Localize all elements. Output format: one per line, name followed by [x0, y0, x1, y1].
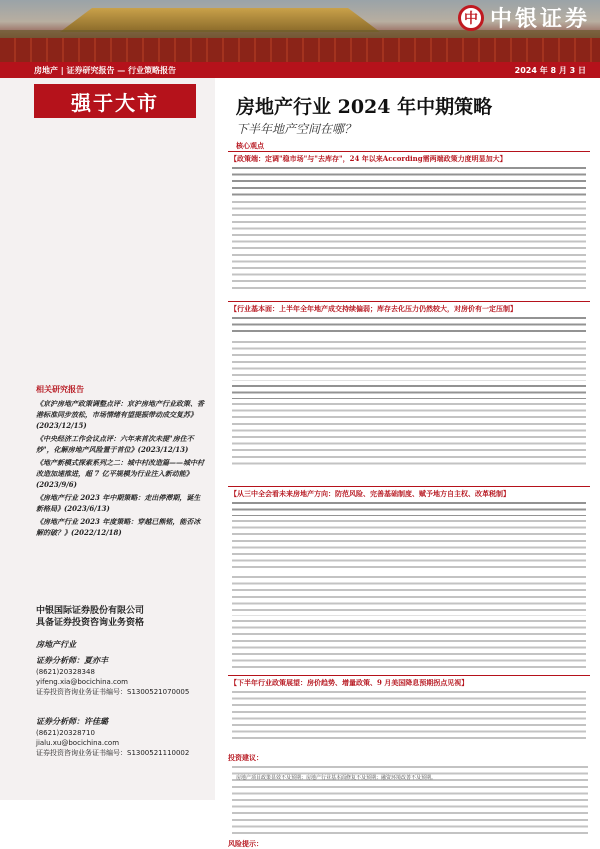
related-item[interactable]: 《京沪房地产政策调整点评：京沪房地产行业政策、香港标准同步放松，市场情绪有望提振带动成交复苏》(2023/12/15) [36, 399, 204, 430]
paragraph-lines [232, 576, 586, 616]
brand-name: 中银证券 [489, 7, 590, 32]
related-item[interactable]: 《房地产行业 2023 年中期策略：走出停滞期，诞生新格局》(2023/6/13) [36, 493, 201, 513]
analyst-card [36, 655, 206, 697]
investment-advice-label: 投资建议： [228, 754, 263, 762]
paragraph-lines [232, 691, 586, 743]
report-info-strip [0, 62, 600, 78]
analyst-name: 证券分析师：许佳璐 [36, 716, 108, 726]
broker-qualification: 具备证券投资咨询业务资格 [36, 618, 145, 628]
paragraph-lines [232, 167, 586, 197]
paragraph-lines [232, 620, 586, 668]
analyst-cert: 证券投资咨询业务证书编号：S1300521110002 [36, 749, 190, 757]
broker-info [36, 605, 206, 650]
section-heading: 【下半年行业政策展望：房价趋势、增量政策、9 月美国降息预期拐点见视】 [230, 678, 469, 687]
risk-warning-label: 风险提示： [228, 840, 263, 848]
report-category: 房地产 | 证券研究报告 — 行业策略报告 [34, 65, 177, 75]
related-research [36, 384, 204, 540]
section-heading: 【行业基本面：上半年全年地产成交持续偏弱；库存去化压力仍然较大，对房价有一定压制】 [230, 304, 517, 313]
risk-warning-text: 房地产项目政策显效不及预期；房地产行业基本面修复不及预期；融资环境改善不及预期。 [236, 775, 437, 781]
section-body [228, 165, 590, 293]
paragraph-lines [232, 385, 586, 399]
section-heading: 【政策端：定调"稳市场"与"去库存"，24 年以来According需两端政策力度明显加大】 [230, 154, 507, 163]
main-content [222, 78, 592, 848]
policy-section [228, 151, 590, 297]
paragraph-lines [232, 317, 586, 337]
header-banner [0, 0, 600, 62]
industry-label: 房地产行业 [36, 639, 76, 649]
paragraph-lines [232, 403, 586, 469]
section-body [228, 689, 590, 745]
related-item[interactable]: 《中央经济工作会议点评：六年来首次未提"房住不炒"，化解房地产风险置于首位》(2023/12/13) [36, 434, 194, 454]
palace-wall-graphic [0, 38, 600, 62]
core-views-label: 核心观点 [236, 142, 264, 150]
section-heading: 【从三中全会看未来房地产方向：防范风险、完善基础制度、赋予地方自主权、改革税制】 [230, 489, 510, 498]
analyst-cert: 证券投资咨询业务证书编号：S1300521070005 [36, 688, 190, 696]
outlook-section [228, 675, 590, 749]
paragraph-lines [232, 502, 586, 516]
related-item[interactable]: 《地产新模式探索系列之二：城中村改造篇——城中村改造加速推进，超 7 亿平规模为行业注入新动能》(2023/9/6) [36, 458, 204, 489]
rating-badge: 强于大市 [34, 84, 196, 118]
related-heading: 相关研究报告 [36, 385, 84, 394]
palace-roof-graphic [60, 8, 380, 32]
analyst-email[interactable]: jialu.xu@bocichina.com [36, 739, 120, 747]
analyst-name: 证券分析师：夏亦丰 [36, 655, 108, 665]
paragraph-lines [232, 341, 586, 381]
paragraph-lines [232, 201, 586, 289]
boc-logo-icon: 中 [458, 5, 484, 31]
report-title: 房地产行业 2024 年中期策略 [236, 96, 493, 118]
plenum-section [228, 486, 590, 671]
analyst-card [36, 716, 206, 758]
analyst-email[interactable]: yifeng.xia@bocichina.com [36, 678, 128, 686]
section-body [228, 315, 590, 467]
broker-name: 中银国际证券股份有限公司 [36, 606, 145, 616]
paragraph-lines [232, 520, 586, 572]
related-item[interactable]: 《房地产行业 2023 年度策略：穿越已熊铭，能否冰解的破？》(2022/12/18) [36, 517, 201, 537]
fundamentals-section [228, 301, 590, 471]
report-date: 2024 年 8 月 3 日 [514, 65, 586, 75]
section-body [228, 500, 590, 667]
brand-logo [458, 2, 590, 33]
report-subtitle: 下半年地产空间在哪？ [236, 122, 357, 136]
analyst-phone: (8621)20328710 [36, 729, 95, 737]
analyst-phone: (8621)20328348 [36, 668, 95, 676]
